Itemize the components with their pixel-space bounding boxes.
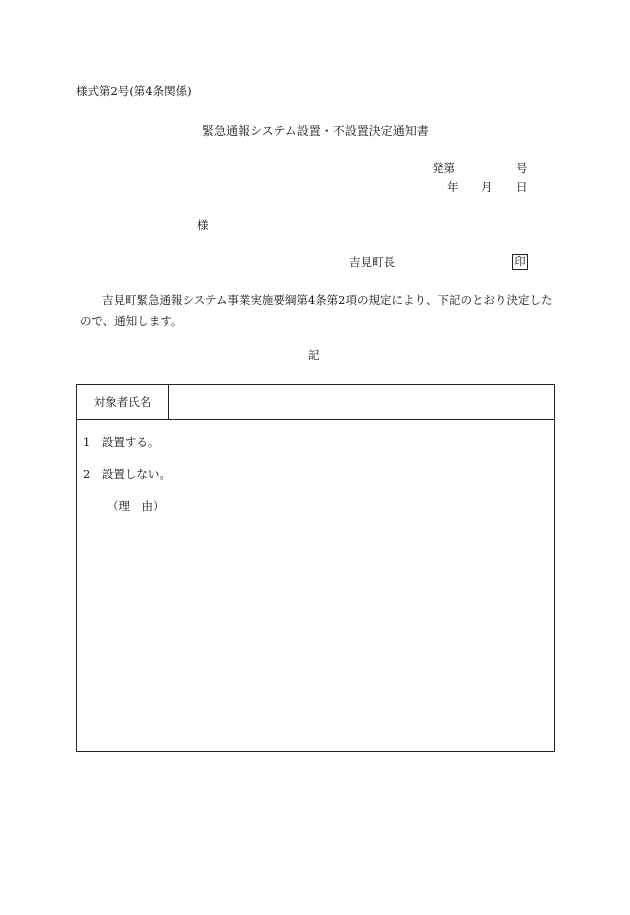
document-title: 緊急通報システム設置・不設置決定通知書 xyxy=(202,124,429,138)
record-table xyxy=(76,384,555,752)
date-year-label: 年 xyxy=(447,180,459,194)
name-value-cell[interactable] xyxy=(169,385,554,419)
addressee-honorific: 様 xyxy=(197,218,209,232)
name-label-cell: 対象者氏名 xyxy=(77,385,169,419)
option-not-install: 2 設置しない。 xyxy=(83,467,171,481)
date-month-label: 月 xyxy=(481,180,493,194)
issue-number-label: 発第 xyxy=(432,161,455,175)
reason-label: （理 由） xyxy=(107,499,165,513)
name-row xyxy=(77,385,554,420)
option-install: 1 設置する。 xyxy=(83,435,160,449)
body-paragraph: 吉見町緊急通報システム事業実施要綱第4条第2項の規定により、下記のとおり決定したので、通知します。 xyxy=(80,293,553,328)
form-number: 様式第2号(第4条関係) xyxy=(76,84,192,98)
seal-mark: 印 xyxy=(512,254,528,270)
date-day-label: 日 xyxy=(516,180,528,194)
issue-number-suffix: 号 xyxy=(516,161,528,175)
ki-heading: 記 xyxy=(308,348,320,362)
issuer-name: 吉見町長 xyxy=(349,255,395,269)
